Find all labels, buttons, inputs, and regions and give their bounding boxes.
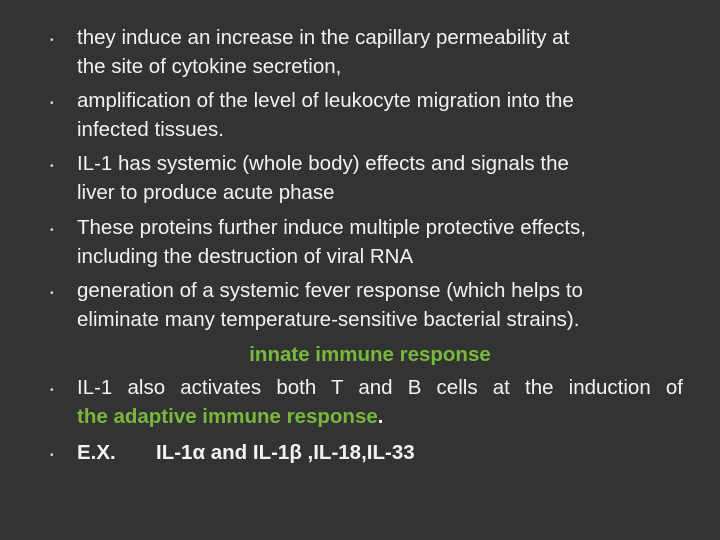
- adaptive-immune-response-text: the adaptive immune response: [77, 405, 378, 428]
- bullet-text-line: they induce an increase in the capillary permeability at: [77, 26, 570, 49]
- bullet-text-line: including the destruction of viral RNA: [77, 245, 414, 268]
- bullet-icon: •: [50, 98, 54, 109]
- bullet-text-line: liver to produce acute phase: [77, 181, 335, 204]
- bullet-icon: •: [50, 225, 54, 236]
- bullet-text-line: infected tissues.: [77, 118, 224, 141]
- bullet-text-line: [77, 404, 383, 430]
- bullet-icon: •: [50, 161, 54, 172]
- bullet-text-line: the site of cytokine secretion,: [77, 55, 342, 78]
- bullet-text-line: IL-1 also activates both T and B cells at the induction of: [77, 376, 683, 399]
- bullet-text-line: generation of a systemic fever response (which helps to: [77, 279, 583, 302]
- bullet-text-line: These proteins further induce multiple protective effects,: [77, 216, 586, 239]
- bullet-text-line: eliminate many temperature-sensitive bacterial strains).: [77, 308, 580, 331]
- bullet-icon: •: [50, 35, 54, 46]
- bullet-icon: •: [50, 450, 54, 461]
- bullet-text-line: amplification of the level of leukocyte migration into the: [77, 89, 574, 112]
- innate-immune-response-heading: innate immune response: [249, 343, 491, 366]
- bullet-icon: •: [50, 385, 54, 396]
- example-text: IL-1α and IL-1β ,IL-18,IL-33: [156, 441, 415, 464]
- bullet-icon: •: [50, 288, 54, 299]
- bullet-text-line: IL-1 has systemic (whole body) effects and signals the: [77, 152, 569, 175]
- example-prefix: E.X.: [77, 441, 116, 464]
- line-tail: .: [377, 405, 384, 428]
